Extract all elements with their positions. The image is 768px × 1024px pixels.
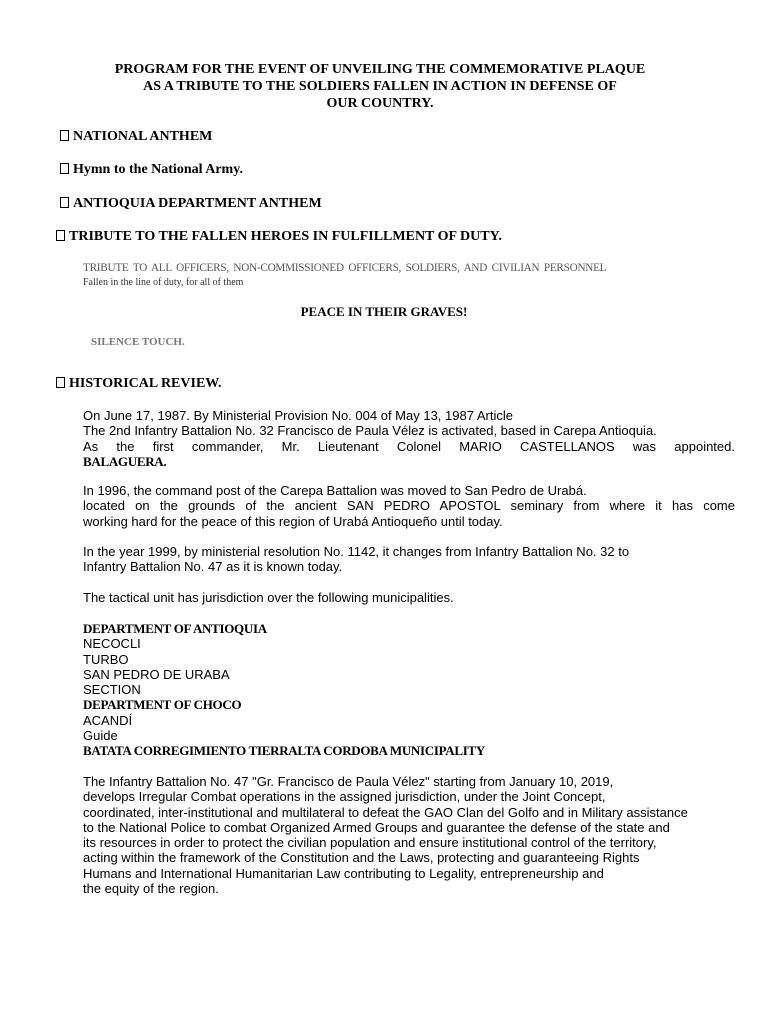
tribute-subtext: Fallen in the line of duty, for all of them	[83, 277, 244, 288]
peace-heading: PEACE IN THEIR GRAVES!	[300, 304, 468, 319]
department-heading: BATATA CORREGIMIENTO TIERRALTA CORDOBA MUNICIPALITY	[83, 743, 485, 759]
jurisdiction-list	[83, 621, 735, 759]
history-paragraph-5: The Infantry Battalion No. 47 "Gr. Francisco de Paula Vélez" starting from January 10, 2019, develops Irregular Combat operations in the assigned jurisdiction, under the Joint Concept, coordinated, inter-institutional and multilateral to defeat the GAO Clan del Golfo and in Military assistance to the National Police to combat Organized Armed Groups and guarantee the defense of the state and its resources in order to protect the civilian population and ensure institutional control of the territory, acting within the framework of the Constitution and the Laws, protecting and guaranteeing Rights Humans and International Humanitarian Law contributing to Legality, entrepreneurship and the equity of the region.	[83, 774, 688, 897]
history-paragraph-1: On June 17, 1987. By Ministerial Provision No. 004 of May 13, 1987 Article The 2nd Infantry Battalion No. 32 Francisco de Paula Vélez is activated, based in Carepa Antioquia. As the first commander, Mr. Lieutenant Colonel MARIO CASTELLANOS was appointed. BALAGUERA.	[83, 408, 735, 469]
program-item-army-hymn: Hymn to the National Army.	[60, 161, 243, 178]
program-item-historical-review: HISTORICAL REVIEW.	[56, 375, 222, 392]
history-paragraph-3: In the year 1999, by ministerial resolution No. 1142, it changes from Infantry Battalion No. 32 to Infantry Battalion No. 47 as it is known today.	[83, 544, 630, 575]
bullet-box-icon	[60, 197, 69, 208]
title-line-2: AS A TRIBUTE TO THE SOLDIERS FALLEN IN ACTION IN DEFENSE OF	[143, 79, 617, 94]
bullet-box-icon	[56, 230, 65, 241]
list-item: NECOCLI	[83, 636, 141, 652]
bullet-box-icon	[60, 130, 69, 141]
program-item-national-anthem: NATIONAL ANTHEM	[60, 128, 212, 145]
history-paragraph-2: In 1996, the command post of the Carepa Battalion was moved to San Pedro de Urabá. located on the grounds of the ancient SAN PEDRO APOSTOL seminary from where it has come working hard for the peace of this region of Urabá Antioqueño until today.	[83, 483, 735, 529]
silence-touch-label: SILENCE TOUCH.	[91, 336, 185, 348]
list-item: ACANDÍ	[83, 712, 133, 728]
list-item: Guide	[83, 728, 118, 744]
program-item-antioquia-anthem: ANTIOQUIA DEPARTMENT ANTHEM	[60, 195, 322, 212]
bullet-box-icon	[60, 163, 69, 174]
department-heading: DEPARTMENT OF ANTIOQUIA	[83, 621, 267, 636]
bullet-box-icon	[56, 377, 65, 388]
program-item-tribute: TRIBUTE TO THE FALLEN HEROES IN FULFILLMENT OF DUTY.	[56, 228, 502, 245]
list-item: TURBO	[83, 651, 129, 667]
document-title	[60, 61, 700, 112]
title-line-1: PROGRAM FOR THE EVENT OF UNVEILING THE COMMEMORATIVE PLAQUE	[114, 62, 646, 77]
tribute-text: TRIBUTE TO ALL OFFICERS, NON-COMMISSIONED OFFICERS, SOLDIERS, AND CIVILIAN PERSONNEL	[83, 262, 607, 274]
title-line-3: OUR COUNTRY.	[326, 96, 434, 111]
department-heading: DEPARTMENT OF CHOCO	[83, 697, 242, 713]
list-item: SECTION	[83, 682, 141, 698]
list-item: SAN PEDRO DE URABA	[83, 666, 230, 682]
history-paragraph-4: The tactical unit has jurisdiction over the following municipalities.	[83, 590, 454, 605]
